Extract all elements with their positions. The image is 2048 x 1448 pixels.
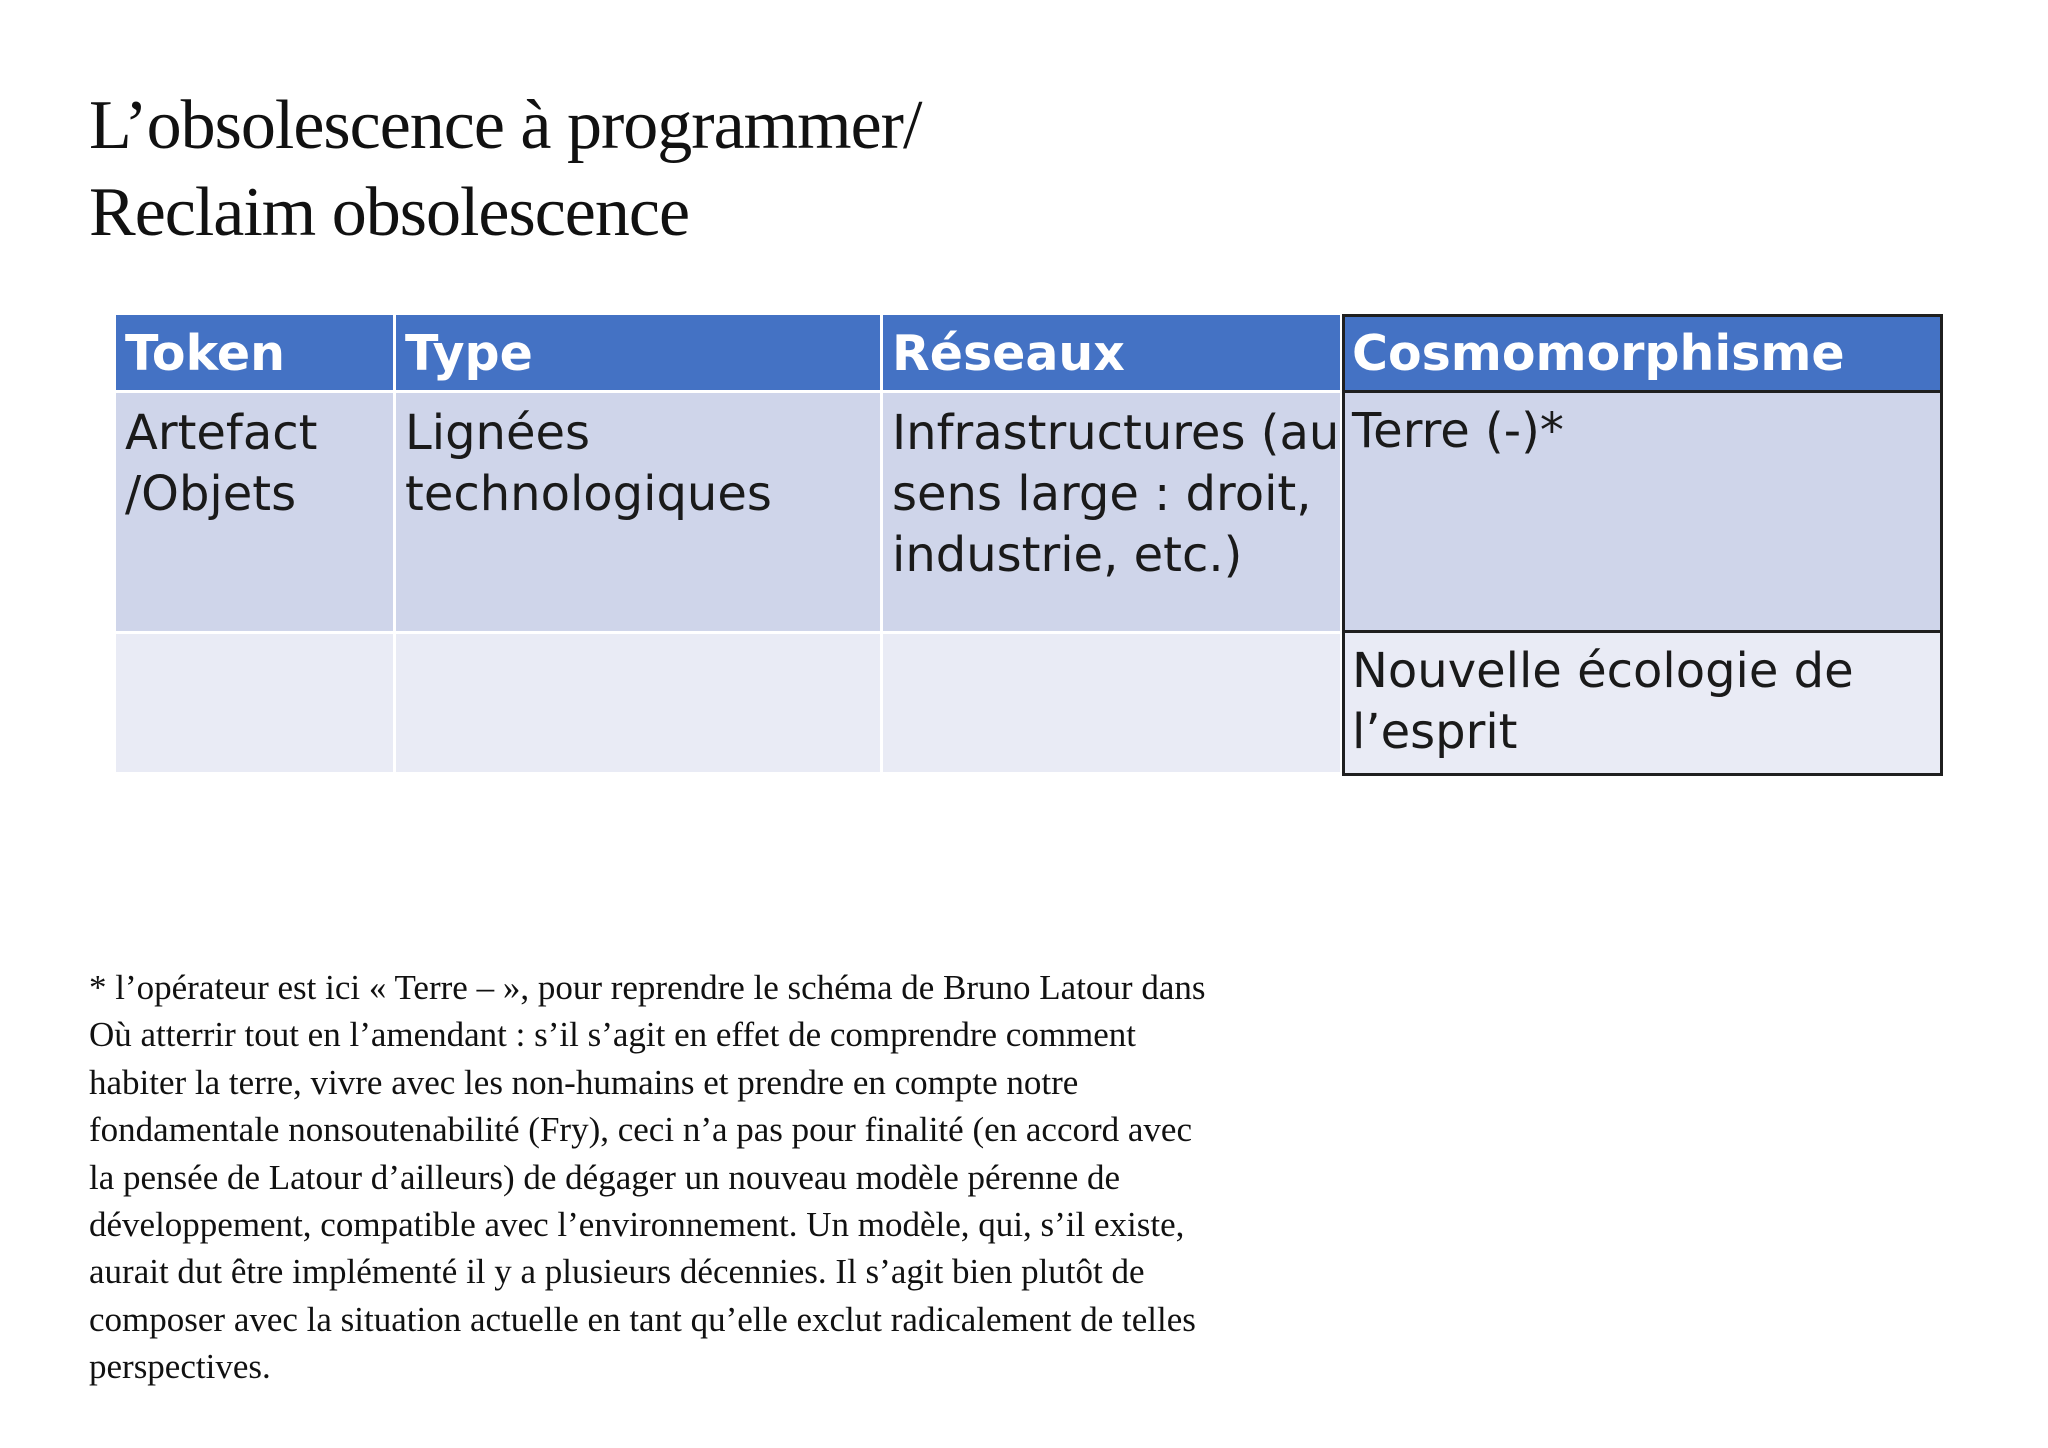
cell-type-row2 xyxy=(396,634,880,772)
page-title-line-2: Reclaim obsolescence xyxy=(89,174,690,251)
footnote-line: habiter la terre, vivre avec les non-humains et prendre en compte notre xyxy=(89,1062,1079,1102)
cell-cosmomorphisme-row1 xyxy=(1343,391,1942,633)
cell-line: Infrastructures (au xyxy=(892,405,1340,461)
cell-line: /Objets xyxy=(125,466,297,522)
footnote-line: développement, compatible avec l’environnement. Un modèle, qui, s’il existe, xyxy=(89,1205,1185,1245)
cell-line: Nouvelle écologie de xyxy=(1352,643,1854,699)
footnote-line: la pensée de Latour d’ailleurs) de dégager un nouveau modèle pérenne de xyxy=(89,1157,1121,1197)
cell-cosmomorphisme-row2 xyxy=(1343,631,1942,775)
cell-type-row1 xyxy=(396,393,880,631)
cell-token-row1 xyxy=(116,393,393,631)
footnote-line: aurait dut être implémenté il y a plusieurs décennies. Il s’agit bien plutôt de xyxy=(89,1252,1145,1292)
cell-line: technologiques xyxy=(405,466,772,522)
header-token: Token xyxy=(116,315,393,390)
footnote xyxy=(89,964,1369,1391)
cell-reseaux-row2 xyxy=(883,634,1340,772)
cell-reseaux-row1 xyxy=(883,393,1340,631)
cell-line: Terre (-)* xyxy=(1352,403,1564,459)
cell-token-row2 xyxy=(116,634,393,772)
cell-line: l’esprit xyxy=(1352,704,1518,760)
cell-line: Artefact xyxy=(125,405,318,461)
footnote-line: Où atterrir tout en l’amendant : s’il s’agit en effet de comprendre comment xyxy=(89,1015,1137,1055)
header-reseaux: Réseaux xyxy=(883,315,1340,390)
header-cosmomorphisme: Cosmomorphisme xyxy=(1343,315,1942,394)
page-title-line-1: L’obsolescence à programmer/ xyxy=(89,87,922,164)
footnote-line: * l’opérateur est ici « Terre – », pour reprendre le schéma de Bruno Latour dans xyxy=(89,968,1206,1007)
footnote-line: composer avec la situation actuelle en tant qu’elle exclut radicalement de telles xyxy=(89,1299,1196,1339)
cell-line: Lignées xyxy=(405,405,591,461)
footnote-line: perspectives. xyxy=(89,1347,271,1387)
page-title xyxy=(89,82,921,256)
concept-table xyxy=(116,315,1942,775)
cell-line: sens large : droit, xyxy=(892,466,1312,522)
footnote-line: fondamentale nonsoutenabilité (Fry), ceci n’a pas pour finalité (en accord avec xyxy=(89,1110,1192,1150)
cell-line: industrie, etc.) xyxy=(892,527,1243,583)
header-type: Type xyxy=(396,315,880,390)
